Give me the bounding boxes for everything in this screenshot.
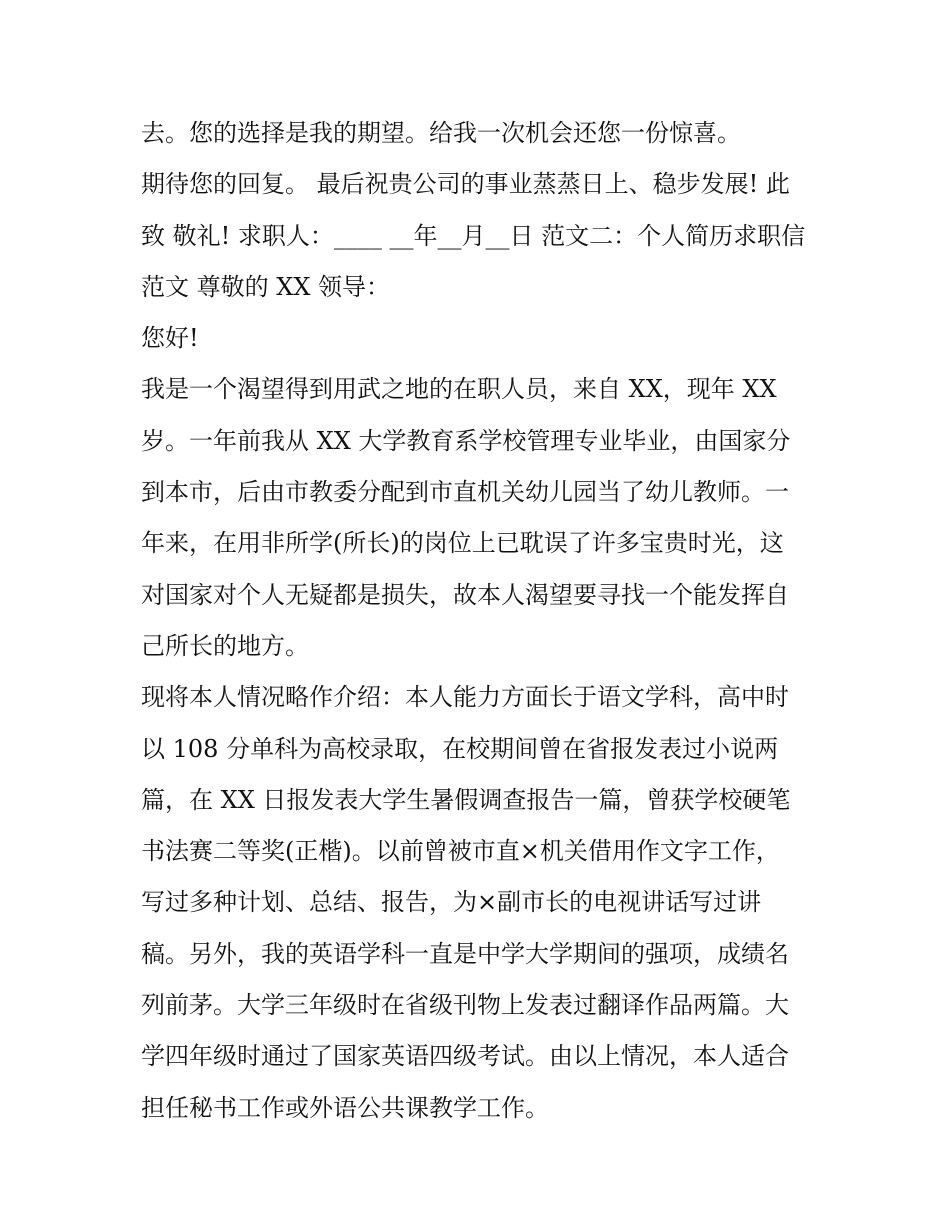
text-line: 稿。另外，我的英语学科一直是中学大学期间的强项，成绩名 (141, 939, 789, 968)
text-line: 范文 尊敬的 XX 领导： (141, 272, 391, 301)
text-line: 对国家对个人无疑都是损失，故本人渴望要寻找一个能发挥自 (141, 580, 789, 609)
text-line: 篇，在 XX 日报发表大学生暑假调查报告一篇，曾获学校硬笔 (141, 785, 791, 814)
text-line: 年来，在用非所学(所长)的岗位上已耽误了许多宝贵时光，这 (141, 529, 784, 558)
text-line: 担任秘书工作或外语公共课教学工作。 (141, 1093, 549, 1122)
text-line: 以 108 分单科为高校录取，在校期间曾在省报发表过小说两 (141, 734, 779, 763)
body-text (141, 108, 821, 1134)
text-line: 学四年级时通过了国家英语四级考试。由以上情况，本人适合 (141, 1042, 789, 1071)
text-line: 现将本人情况略作介绍：本人能力方面长于语文学科，高中时 (141, 683, 789, 712)
text-line: 去。您的选择是我的期望。给我一次机会还您一份惊喜。 (141, 119, 741, 147)
text-line: 写过多种计划、总结、报告，为×副市长的电视讲话写过讲 (141, 888, 762, 917)
text-line: 岁。一年前我从 XX 大学教育系学校管理专业毕业，由国家分 (141, 426, 791, 455)
text-line: 己所长的地方。 (141, 631, 309, 660)
text-line: 列前茅。大学三年级时在省级刊物上发表过翻译作品两篇。大 (141, 991, 789, 1020)
text-line: 书法赛二等奖(正楷)。以前曾被市直×机关借用作文字工作， (141, 837, 780, 866)
text-line: 到本市，后由市教委分配到市直机关幼儿园当了幼儿教师。一 (141, 478, 789, 507)
text-line: 期待您的回复。 最后祝贵公司的事业蒸蒸日上、稳步发展! 此 (141, 170, 790, 199)
text-line: 您好! (141, 324, 199, 353)
text-line: 我是一个渴望得到用武之地的在职人员，来自 XX，现年 XX (141, 375, 777, 404)
text-line: 致 敬礼! 求职人：____ __年__月__日 范文二：个人简历求职信 (141, 221, 806, 250)
